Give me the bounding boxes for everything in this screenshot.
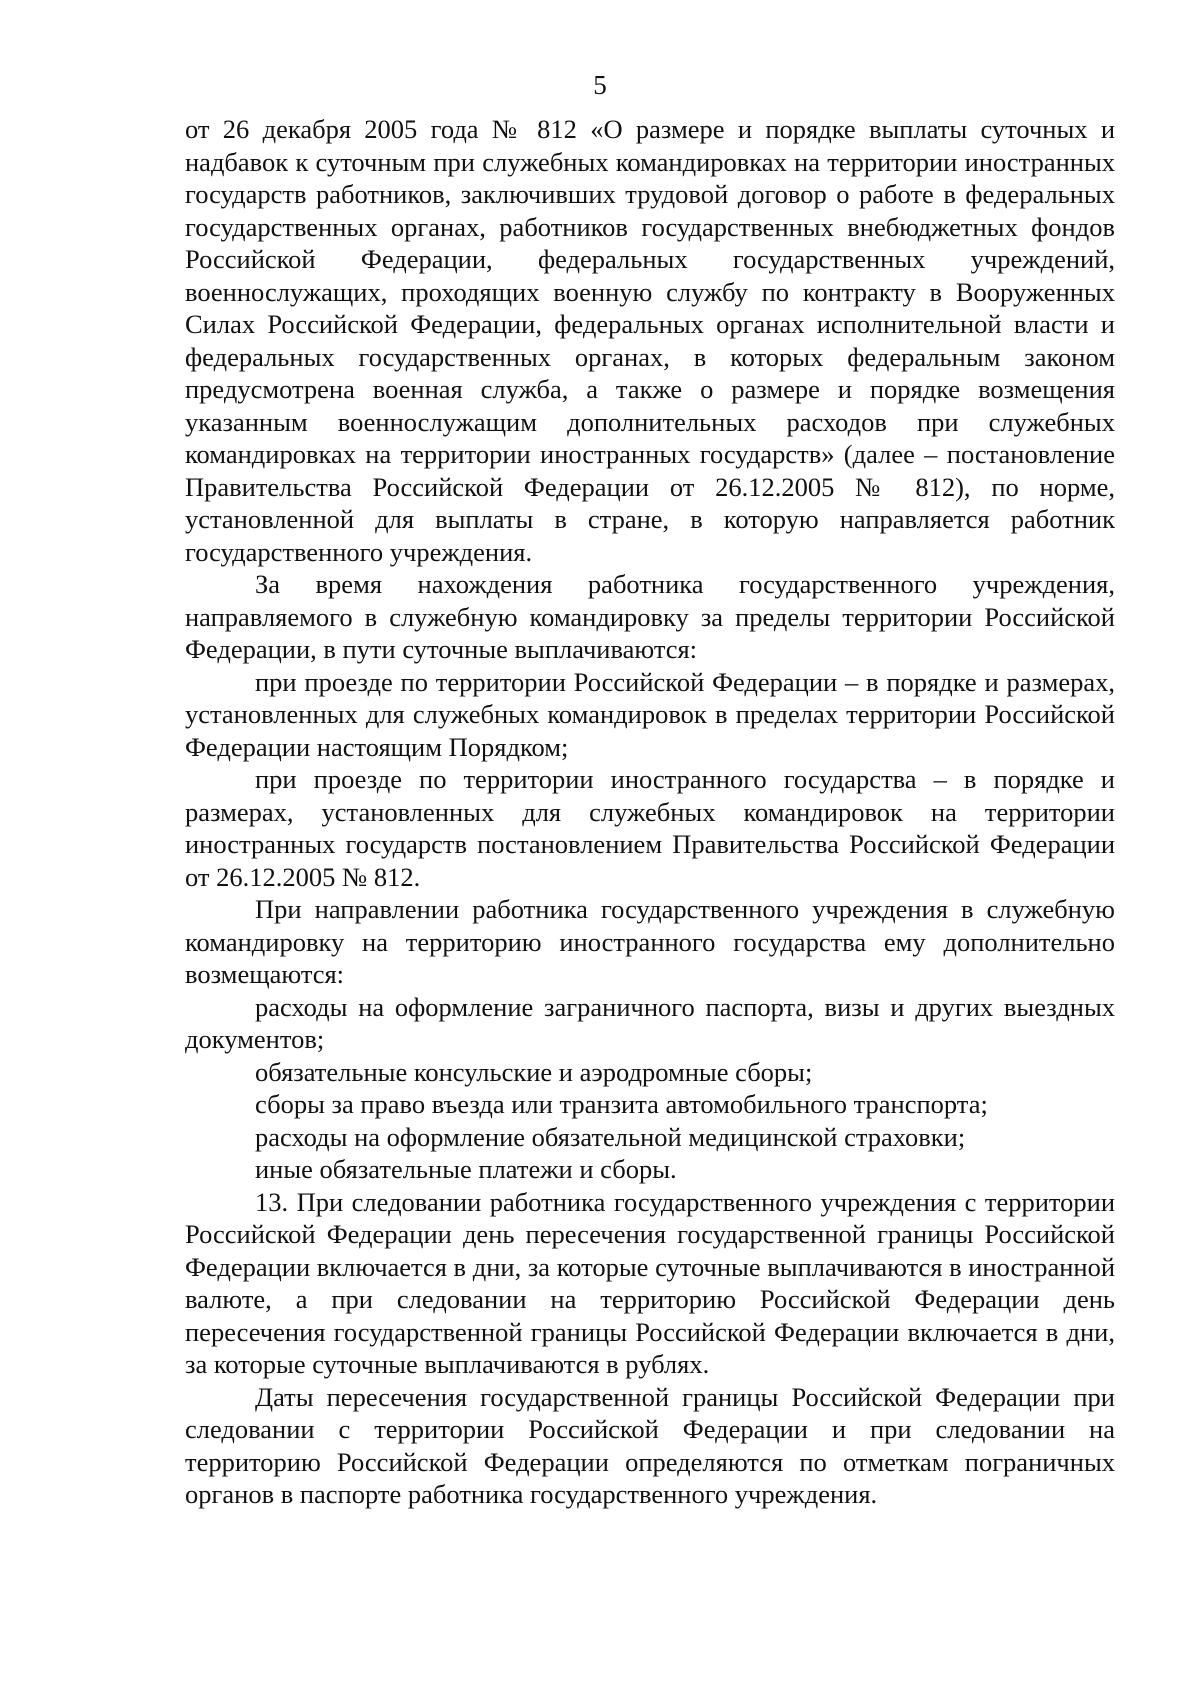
- paragraph-border-dates: Даты пересечения государственной границы Российской Федерации при следовании с территории Российской Федерации и при следовании на территорию Российской Федерации определяются по отметкам пограничных органов в паспорте работника государственного учреждения.: [185, 1381, 1115, 1509]
- list-item-medical-insurance: расходы на оформление обязательной медицинской страховки;: [255, 1121, 966, 1152]
- list-item-passport-visa: расходы на оформление заграничного паспорта, визы и других выездных документов;: [185, 991, 1115, 1054]
- paragraph-continuation: от 26 декабря 2005 года № 812 «О размере и порядке выплаты суточных и надбавок к суточным при служебных командировках на территории иностранных государств работников, заключивших трудовой договор о работе в федеральных государственных органах, работников государственных внебюджетных фондов Российской Федерации, федеральных государственных учреждений, военнослужащих, проходящих военную службу по контракту в Вооруженных Силах Российской Федерации, федеральных органах исполнительной власти и федеральных государственных органах, в которых федеральным законом предусмотрена военная служба, а также о размере и порядке возмещения указанным военнослужащим дополнительных расходов при служебных командировках на территории иностранных государств» (далее – постановление Правительства Российской Федерации от 26.12.2005 № 812), по норме, установленной для выплаты в стране, в которую направляется работник государственного учреждения.: [185, 114, 1115, 567]
- paragraph-section-13: 13. При следовании работника государственного учреждения с территории Российской Федерации день пересечения государственной границы Российской Федерации включается в дни, за которые суточные выплачиваются в иностранной валюте, а при следовании на территорию Российской Федерации день пересечения государственной границы Российской Федерации включается в дни, за которые суточные выплачиваются в рублях.: [185, 1186, 1115, 1379]
- list-item-consular-fees: обязательные консульские и аэродромные сборы;: [255, 1056, 813, 1087]
- list-item-vehicle-fees: сборы за право въезда или транзита автомобильного транспорта;: [255, 1089, 988, 1119]
- list-item-foreign-travel: при проезде по территории иностранного государства – в порядке и размерах, установленных для служебных командировок на территории иностранных государств постановлением Правительства Российской Федерации от 26.12.2005 № 812.: [185, 764, 1115, 892]
- paragraph-travel-per-diem: За время нахождения работника государственного учреждения, направляемого в служебную командировку за пределы территории Российской Федерации, в пути суточные выплачиваются:: [185, 569, 1115, 664]
- document-body: [185, 113, 1115, 1511]
- list-item-russia-travel: при проезде по территории Российской Федерации – в порядке и размерах, установленных для служебных командировок в пределах территории Российской Федерации настоящим Порядком;: [185, 666, 1115, 762]
- list-item-other-fees: иные обязательные платежи и сборы.: [255, 1154, 677, 1184]
- paragraph-additional-reimbursement: При направлении работника государственного учреждения в служебную командировку на территорию иностранного государства ему дополнительно возмещаются:: [185, 894, 1115, 989]
- page-number: 5: [593, 70, 607, 100]
